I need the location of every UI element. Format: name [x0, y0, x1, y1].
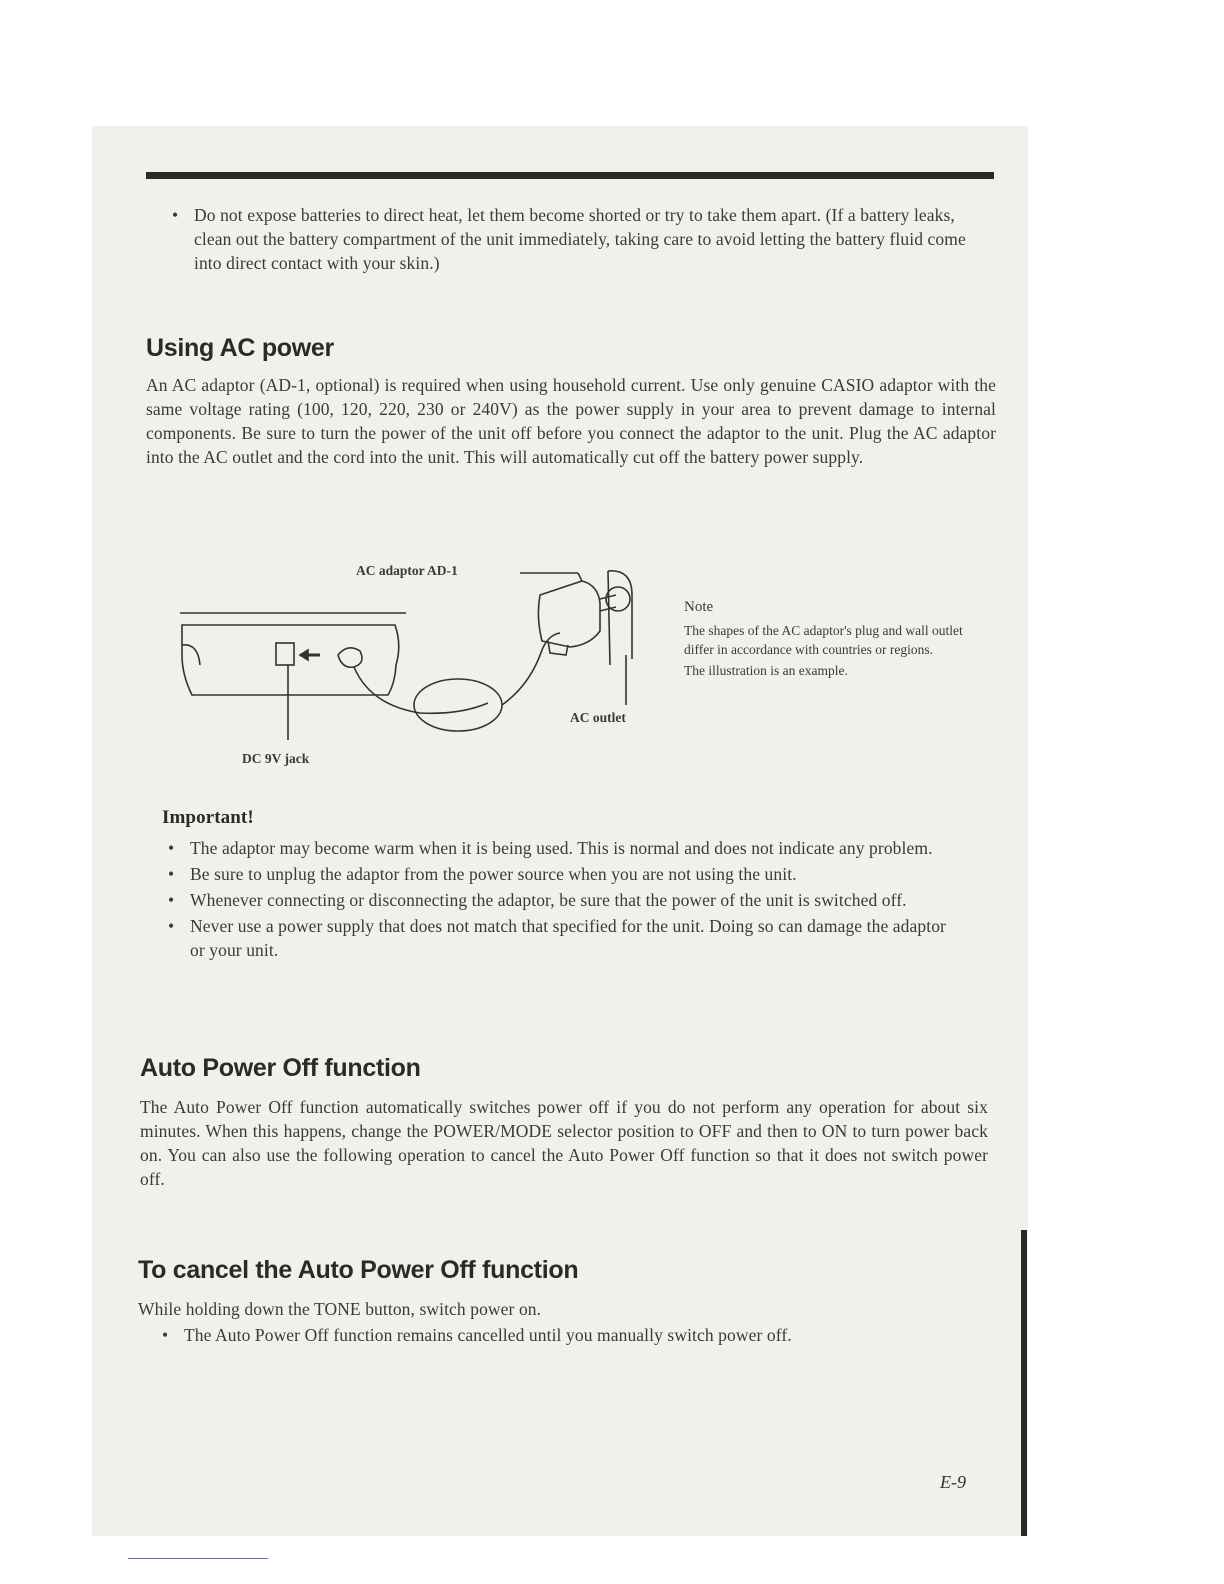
bottom-link-rule — [128, 1558, 268, 1559]
battery-warning — [166, 203, 972, 275]
outlet-label: AC outlet — [570, 710, 626, 725]
header-rule — [146, 172, 994, 179]
important-item: • Never use a power supply that does not match that specified for the unit. Doing so can damage the adaptor or your unit. — [162, 914, 962, 962]
cancel-item: • The Auto Power Off function remains cancelled until you manually switch power off. — [156, 1323, 968, 1347]
cancel-instruction: While holding down the TONE button, switch power on. — [138, 1299, 542, 1319]
page-edge-shadow — [1021, 1230, 1027, 1536]
auto-power-section — [140, 1054, 988, 1191]
cancel-heading: To cancel the Auto Power Off function — [138, 1256, 579, 1284]
cancel-section — [138, 1256, 968, 1347]
cancel-list — [138, 1323, 968, 1347]
auto-power-heading: Auto Power Off function — [140, 1054, 421, 1082]
connection-illustration — [170, 555, 670, 780]
ac-power-section — [146, 334, 996, 469]
important-list — [162, 836, 962, 962]
ac-power-heading: Using AC power — [146, 334, 334, 362]
note-text-example: The illustration is an example. — [684, 663, 848, 678]
battery-warning-item: • Do not expose batteries to direct heat, let them become shorted or try to take them apart. (If a battery leaks, clean out the battery compartment of the unit immediately, taking care to avoid letting the battery fluid come into direct contact with your skin.) — [166, 203, 972, 275]
adaptor-label: AC adaptor AD-1 — [356, 563, 458, 578]
note-box — [684, 598, 994, 680]
jack-label: DC 9V jack — [242, 751, 310, 766]
important-section — [162, 806, 962, 962]
important-item: • Whenever connecting or disconnecting the adaptor, be sure that the power of the unit is switched off. — [162, 888, 962, 912]
ac-adaptor-diagram — [170, 555, 670, 780]
important-item: • Be sure to unplug the adaptor from the power source when you are not using the unit. — [162, 862, 962, 886]
important-item: • The adaptor may become warm when it is being used. This is normal and does not indicate any problem. — [162, 836, 962, 860]
ac-power-paragraph: An AC adaptor (AD-1, optional) is required when using household current. Use only genuine CASIO adaptor with the same voltage rating (100, 120, 220, 230 or 240V) as the power supply in your area to prevent damage to internal components. Be sure to turn the power of the unit off before you connect the adaptor to the unit. Plug the AC adaptor into the AC outlet and the cord into the unit. This will automatically cut off the battery power supply. — [146, 375, 996, 467]
important-heading: Important! — [162, 807, 254, 828]
auto-power-paragraph: The Auto Power Off function automatically switches power off if you do not perform any operation for about six minutes. When this happens, change the POWER/MODE selector position to OFF and then to ON to turn power back on. You can also use the following operation to cancel the Auto Power Off function so that it does not switch power off. — [140, 1097, 988, 1189]
note-text: The shapes of the AC adaptor's plug and wall outlet differ in accordance with countries or regions. — [684, 623, 963, 657]
note-title: Note — [684, 599, 714, 615]
page-number: E-9 — [940, 1472, 966, 1492]
